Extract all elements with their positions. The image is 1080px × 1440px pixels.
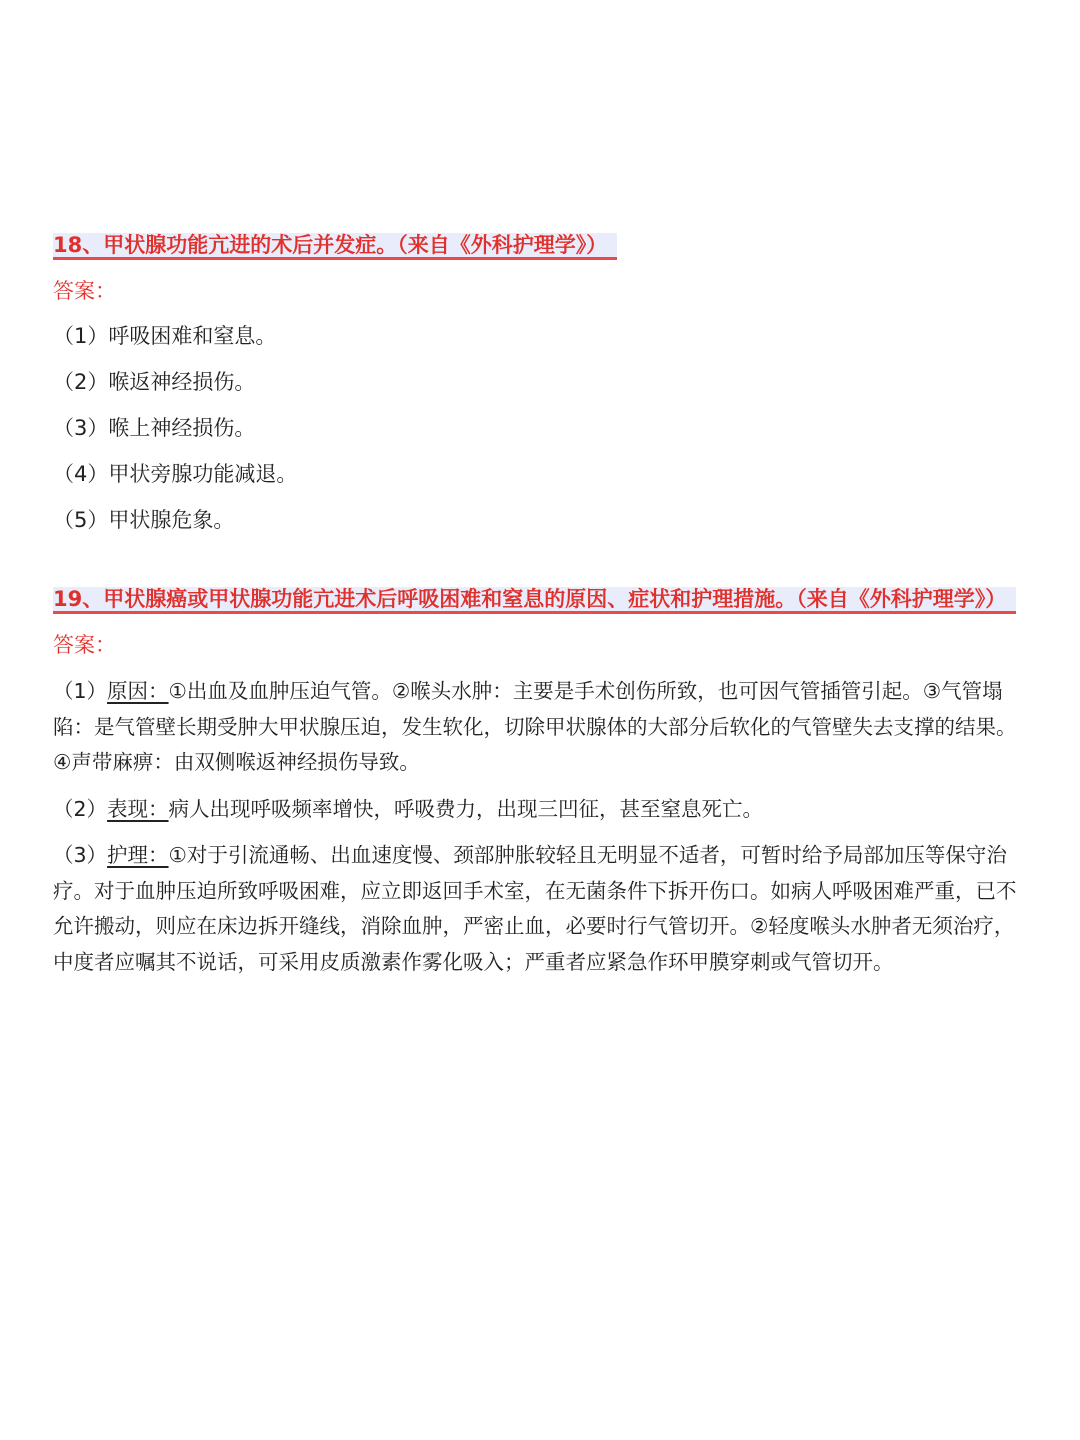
- paragraph-text: ①出血及血肿压迫气管。②喉头水肿：主要是手术创伤所致，也可因气管插管引起。③气管塌陷：是气管壁长期受肿大甲状腺压迫，发生软化，切除甲状腺体的大部分后软化的气管壁失去支撑的结果。④声带麻痹：由双侧喉返神经损伤导致。: [53, 679, 1017, 774]
- answer-item: （5）甲状腺危象。: [53, 508, 235, 532]
- answer-paragraph-nursing: [53, 838, 1028, 980]
- answer-item: （3）喉上神经损伤。: [53, 416, 256, 440]
- answer-paragraph-cause: [53, 674, 1028, 781]
- paragraph-text: 病人出现呼吸频率增快，呼吸费力，出现三凹征，甚至窒息死亡。: [168, 796, 764, 821]
- question-19: [53, 582, 1028, 980]
- question-18-title: [53, 228, 1028, 263]
- question-18-answer-list: [53, 319, 1028, 538]
- paragraph-label: 护理：: [107, 843, 169, 867]
- paragraph-prefix: （1）: [53, 679, 108, 703]
- answer-item: （2）喉返神经损伤。: [53, 370, 256, 394]
- question-19-title: [53, 582, 1028, 617]
- answer-item: （4）甲状旁腺功能减退。: [53, 462, 298, 486]
- document-page: [53, 228, 1028, 980]
- question-18-answer-label: 答案：: [53, 279, 116, 303]
- question-18: [53, 228, 1028, 538]
- paragraph-label: 原因：: [107, 679, 169, 703]
- paragraph-label: 表现：: [107, 796, 169, 821]
- answer-paragraph-symptom: [53, 792, 1028, 828]
- paragraph-prefix: （2）: [53, 796, 108, 821]
- question-18-title-text: 18、甲状腺功能亢进的术后并发症。（来自《外科护理学》）: [53, 233, 617, 260]
- paragraph-text: ①对于引流通畅、出血速度慢、颈部肿胀较轻且无明显不适者，可暂时给予局部加压等保守治疗。对于血肿压迫所致呼吸困难，应立即返回手术室，在无菌条件下拆开伤口。如病人呼吸困难严重，已不允许搬动，则应在床边拆开缝线，消除血肿，严密止血，必要时行气管切开。②轻度喉头水肿者无须治疗，中度者应嘱其不说话，可采用皮质激素作雾化吸入；严重者应紧急作环甲膜穿刺或气管切开。: [53, 843, 1017, 974]
- paragraph-prefix: （3）: [53, 843, 108, 867]
- question-19-answer-label: 答案：: [53, 633, 116, 657]
- question-19-title-text: 19、甲状腺癌或甲状腺功能亢进术后呼吸困难和窒息的原因、症状和护理措施。（来自《外科护理学》）: [53, 587, 1016, 614]
- answer-item: （1）呼吸困难和窒息。: [53, 324, 277, 348]
